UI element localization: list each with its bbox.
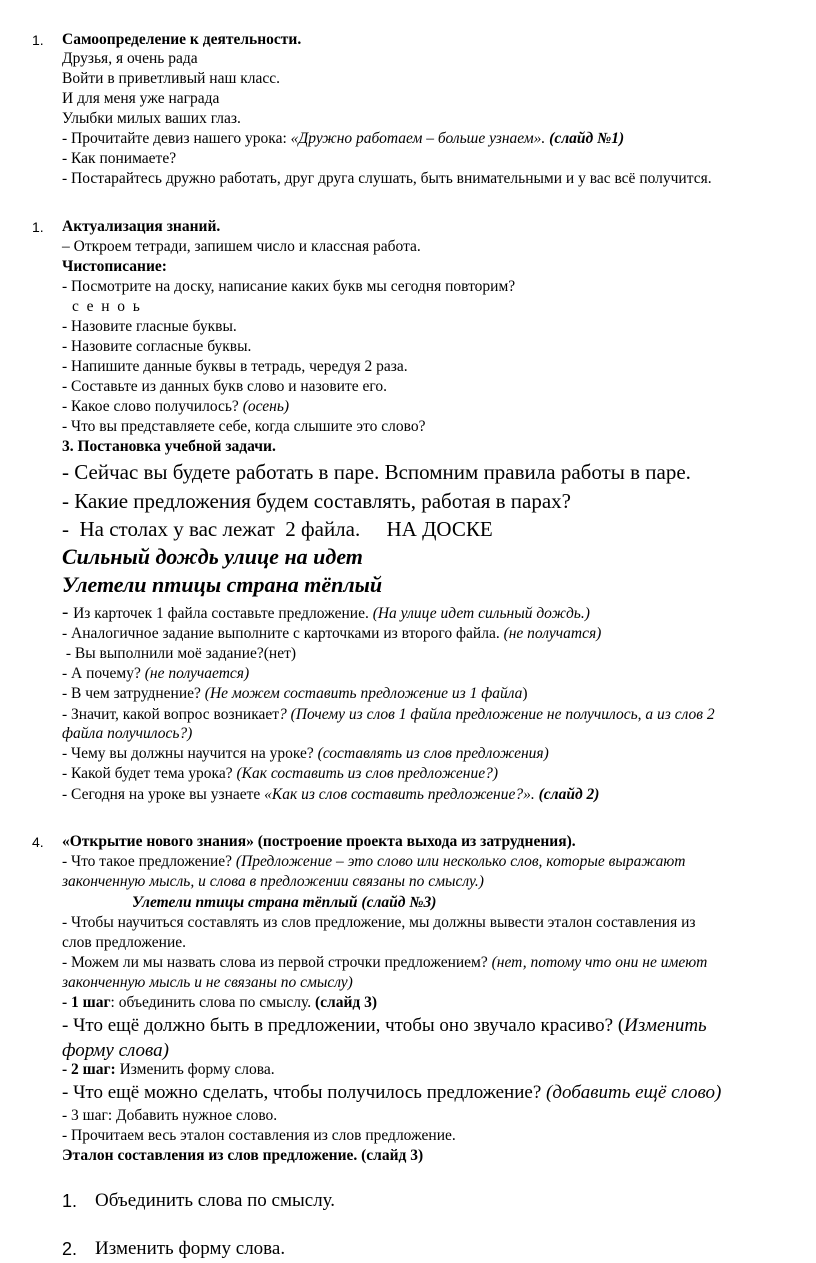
section-2-title: Актуализация знаний. bbox=[62, 218, 221, 235]
s3-line-1-text: Из карточек 1 файла составьте предложение. bbox=[73, 605, 373, 622]
section-3-title: 3. Постановка учебной задачи. bbox=[62, 438, 276, 455]
s2-line-5: - Напишите данные буквы в тетрадь, чередуя 2 раза. bbox=[62, 358, 408, 375]
question-1-text: - Что ещё должно быть в предложении, чтобы оно звучало красиво? ( bbox=[62, 1015, 625, 1036]
section-4-number: 4. bbox=[32, 834, 44, 850]
s3-line-4-text: - А почему? bbox=[62, 665, 145, 682]
s3-line-2-answer: (не получатся) bbox=[503, 625, 602, 642]
poem-line-4: Улыбки милых ваших глаз. bbox=[62, 110, 241, 127]
s4-line-1-text: - Что такое предложение? bbox=[62, 853, 236, 870]
s3-line-8-answer: (Как составить из слов предложение?) bbox=[236, 765, 499, 782]
s2-line-6: - Составьте из данных букв слово и назовите его. bbox=[62, 378, 387, 395]
s4-line-2-cont: слов предложение. bbox=[62, 934, 186, 951]
slide-ref-3: (слайд 3) bbox=[314, 994, 378, 1011]
s3-big-line-2: - Какие предложения будем составлять, работая в парах? bbox=[62, 489, 571, 513]
s4-line-1-answer: (Предложение – это слово или несколько слов, которые выражают bbox=[235, 853, 686, 870]
question-2-line bbox=[62, 1080, 721, 1106]
s4-line-2: - Чтобы научиться составлять из слов предложение, мы должны вывести эталон составления из bbox=[62, 914, 696, 931]
section-4-title: «Открытие нового знания» (построение проекта выхода из затруднения). bbox=[62, 833, 576, 850]
s3-line-6-answer: ? (Почему из слов 1 файла предложение не получилось, а из слов 2 bbox=[279, 706, 715, 723]
s1-line-7: - Постарайтесь дружно работать, друг друга слушать, быть внимательными и у вас всё получится. bbox=[62, 170, 712, 187]
s3-line-5-close: ) bbox=[522, 685, 528, 702]
s3-line-1 bbox=[62, 603, 590, 624]
question-2-answer: (добавить ещё слово) bbox=[546, 1082, 722, 1103]
s3-big-line-3: - На столах у вас лежат 2 файла. НА ДОСКЕ bbox=[62, 517, 493, 541]
s3-line-5-answer: (Не можем составить предложение из 1 файла bbox=[204, 685, 523, 702]
s3-line-9-text: - Сегодня на уроке вы узнаете bbox=[62, 786, 265, 803]
s3-line-8-text: - Какой будет тема урока? bbox=[62, 765, 237, 782]
words-file-1: Сильный дождь улице на идет bbox=[62, 544, 363, 569]
s3-line-2-text: - Аналогичное задание выполните с карточками из второго файла. bbox=[62, 625, 504, 642]
poem-line-1: Друзья, я очень рада bbox=[62, 50, 198, 67]
s4-line-1-cont: законченную мысль, и слова в предложении связаны по смыслу.) bbox=[62, 873, 484, 890]
question-1-line bbox=[62, 1013, 707, 1039]
section-2-number: 1. bbox=[32, 219, 44, 235]
s2-line-8: - Что вы представляете себе, когда слышите это слово? bbox=[62, 418, 426, 435]
s3-line-5-text: - В чем затруднение? bbox=[62, 685, 205, 702]
s3-line-6-cont: файла получилось?) bbox=[62, 725, 193, 742]
s3-line-7-answer: (составлять из слов предложения) bbox=[317, 745, 549, 762]
s4-line-3-cont: законченную мысль и не связаны по смыслу) bbox=[62, 974, 353, 991]
s3-big-line-1: - Сейчас вы будете работать в паре. Вспомним правила работы в паре. bbox=[62, 460, 691, 484]
step-3-line: - 3 шаг: Добавить нужное слово. bbox=[62, 1107, 278, 1124]
step-1-line bbox=[62, 993, 377, 1013]
poem-line-3: И для меня уже награда bbox=[62, 90, 220, 107]
letters-line: с е н о ь bbox=[72, 298, 140, 315]
motto-prefix: - Прочитайте девиз нашего урока: bbox=[62, 130, 291, 147]
question-2-text: - Что ещё можно сделать, чтобы получилось предложение? bbox=[62, 1082, 546, 1103]
list-1-number: 1. bbox=[62, 1191, 78, 1211]
step-2-text: Изменить форму слова. bbox=[115, 1061, 275, 1078]
s2-subtitle: Чистописание: bbox=[62, 258, 167, 275]
list-2-number: 2. bbox=[62, 1239, 78, 1259]
list-2-text: Изменить форму слова. bbox=[95, 1238, 286, 1259]
step-2-label: - 2 шаг: bbox=[62, 1061, 116, 1078]
s2-line-3: - Назовите гласные буквы. bbox=[62, 318, 237, 335]
s3-line-8 bbox=[62, 764, 498, 784]
s3-line-3: - Вы выполнили моё задание?(нет) bbox=[62, 645, 297, 662]
poem-line-2: Войти в приветливый наш класс. bbox=[62, 70, 281, 87]
s3-line-7 bbox=[62, 744, 549, 764]
s3-line-5 bbox=[62, 684, 528, 704]
step-1-label: - 1 шаг bbox=[62, 994, 111, 1011]
s3-line-2 bbox=[62, 624, 601, 644]
slide-ref-1: (слайд №1) bbox=[549, 130, 625, 147]
s3-line-4 bbox=[62, 664, 249, 684]
s3-line-1-answer: (На улице идет сильный дождь.) bbox=[372, 605, 590, 622]
s3-line-9 bbox=[62, 785, 599, 805]
s4-line-3-text: - Можем ли мы назвать слова из первой строчки предложением? bbox=[62, 954, 492, 971]
s3-line-6-text: - Значит, какой вопрос возникает bbox=[62, 706, 280, 723]
etalon-title: Эталон составления из слов предложение. (слайд 3) bbox=[62, 1147, 424, 1164]
s3-line-7-text: - Чему вы должны научится на уроке? bbox=[62, 745, 318, 762]
slide-ref-2: (слайд 2) bbox=[538, 786, 600, 803]
motto-line bbox=[62, 129, 624, 149]
s4-line-3 bbox=[62, 953, 707, 973]
section-1-number: 1. bbox=[32, 32, 44, 48]
s2-line-7-answer: (осень) bbox=[242, 398, 290, 415]
list-1-text: Объединить слова по смыслу. bbox=[95, 1190, 336, 1211]
s2-line-1: – Откроем тетради, запишем число и классная работа. bbox=[62, 238, 421, 255]
s4-line-1 bbox=[62, 852, 685, 872]
s2-line-4: - Назовите согласные буквы. bbox=[62, 338, 252, 355]
s2-line-2: - Посмотрите на доску, написание каких букв мы сегодня повторим? bbox=[62, 278, 516, 295]
motto-text: «Дружно работаем – больше узнаем». bbox=[290, 130, 550, 147]
s3-line-9-topic: «Как из слов составить предложение?». bbox=[264, 786, 539, 803]
step-1-text: : объединить слова по смыслу. bbox=[110, 994, 315, 1011]
s1-line-6: - Как понимаете? bbox=[62, 150, 177, 167]
s3-line-4-answer: (не получается) bbox=[144, 665, 250, 682]
step-2-line bbox=[62, 1060, 275, 1080]
s3-line-6 bbox=[62, 705, 715, 725]
s2-line-7 bbox=[62, 397, 289, 417]
section-1-title: Самоопределение к деятельности. bbox=[62, 31, 302, 48]
s2-line-7-text: - Какое слово получилось? bbox=[62, 398, 243, 415]
words-file-2: Улетели птицы страна тёплый bbox=[62, 572, 383, 597]
question-1-answer: Изменить bbox=[624, 1015, 707, 1036]
s3-line-1-dash: - bbox=[62, 602, 74, 623]
s4-line-3-answer: (нет, потому что они не имеют bbox=[491, 954, 708, 971]
question-1-cont: форму слова) bbox=[62, 1040, 169, 1061]
slide-3-words: Улетели птицы страна тёплый (слайд №3) bbox=[132, 894, 437, 911]
read-line: - Прочитаем весь эталон составления из слов предложение. bbox=[62, 1127, 456, 1144]
